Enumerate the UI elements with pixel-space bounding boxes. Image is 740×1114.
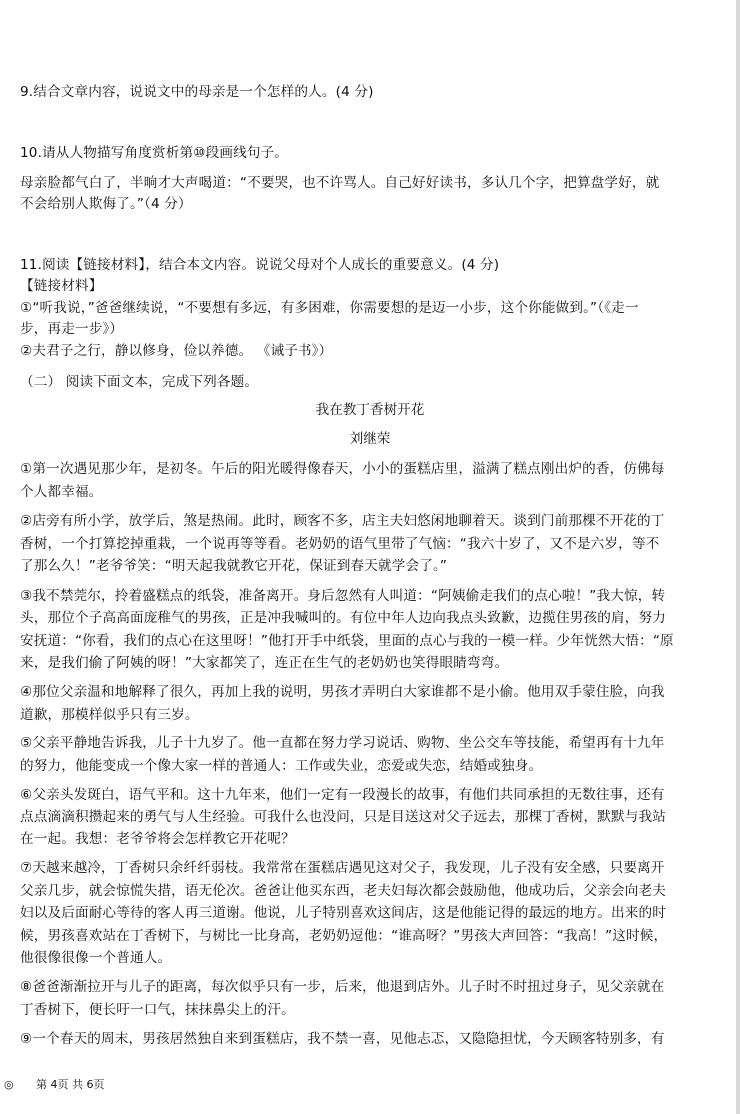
paragraph-8-line-2: 丁香树下，便长吁一口气，抹抹鼻尖上的汗。 — [20, 1002, 295, 1018]
link-material-line-3: ②夫君子之行，静以修身，俭以养德。 《诫子书》） — [20, 343, 333, 359]
link-material-line-1: ①“听我说，”爸爸继续说，“不要想有多远，有多困难，你需要想的是迈一小步，这个你能做到。”（《走一 — [20, 300, 639, 316]
paragraph-8-line-1: ⑧爸爸渐渐拉开与儿子的距离，每次似乎只有一步，后来，他退到店外。儿子时不时扭过身子，见父亲就在 — [20, 979, 665, 995]
paragraph-7-line-1: ⑦天越来越冷，丁香树只余纤纤弱枝。我常常在蛋糕店遇见这对父子，我发现，儿子没有安全感，只要离开 — [20, 860, 665, 876]
paragraph-4-line-1: ④那位父亲温和地解释了很久，再加上我的说明，男孩才弄明白大家谁都不是小偷。他用双手蒙住脸，向我 — [20, 684, 665, 700]
article-author: 刘继荣 — [349, 431, 391, 447]
question-10-quote-line-2: 不会给别人欺侮了。”（4 分） — [20, 196, 192, 212]
paragraph-7-line-5: 他很像很像一个普通人。 — [20, 950, 172, 966]
paragraph-7-line-4: 候，男孩喜欢站在丁香树下，与树比一比身高，老奶奶逗他：“谁高呀？”男孩大声回答：“我高！”这时候， — [20, 928, 668, 944]
paragraph-3-line-4: 来，是我们偷了阿姨的呀！”大家都笑了，连正在生气的老奶奶也笑得眼睛弯弯。 — [20, 655, 509, 671]
article-title: 我在教丁香树开花 — [315, 402, 425, 418]
paragraph-4-line-2: 道歉，那模样似乎只有三岁。 — [20, 707, 199, 723]
footer-mark: ◎ — [4, 1078, 14, 1091]
paragraph-3-line-1: ③我不禁莞尔，拎着盛糕点的纸袋，准备离开。身后忽然有人叫道：“阿姨偷走我们的点心啦！”我大惊，转 — [20, 588, 666, 604]
section-2-instruction: （二） 阅读下面文本，完成下列各题。 — [20, 374, 259, 390]
paragraph-7-line-2: 父亲几步，就会惊慌失措，语无伦次。爸爸让他买东西，老夫妇每次都会鼓励他，他成功后，父亲会向老夫 — [20, 883, 666, 899]
footer-page-number: 第 4页 共 6页 — [36, 1078, 105, 1091]
paragraph-2-line-3: 了那么久！”老爷爷笑：“明天起我就教它开花，保证到春天就学会了。” — [20, 558, 448, 574]
paragraph-3-line-3: 安抚道：“你看，我们的点心在这里呀！”他打开手中纸袋，里面的点心与我的一模一样。少年恍然大悟：“原 — [20, 633, 674, 649]
question-10-quote-line-1: 母亲脸都气白了，半晌才大声喝道：“不要哭，也不许骂人。自己好好读书，多认几个字，把算盘学好，就 — [20, 175, 660, 191]
paragraph-2-line-2: 香树，一个打算挖掉重栽，一个说再等等看。老奶奶的语气里带了气恼：“我六十岁了，又不是六岁，等不 — [20, 536, 660, 552]
paragraph-6-line-2: 点点滴滴积攒起来的勇气与人生经验。可我什么也没问，只是目送这对父子远去，那棵丁香树，默默与我站 — [20, 809, 666, 825]
paragraph-6-line-3: 在一起。我想：老爷爷将会怎样教它开花呢？ — [20, 831, 295, 847]
link-material-heading: 【链接材料】 — [20, 278, 103, 294]
paragraph-5-line-2: 的努力，他能变成一个像大家一样的普通人：工作或失业，恋爱或失恋，结婚或独身。 — [20, 758, 543, 774]
paragraph-2-line-1: ②店旁有所小学，放学后，煞是热闹。此时，顾客不多，店主夫妇悠闲地聊着天。谈到门前那棵不开花的丁 — [20, 513, 665, 529]
question-10: 10.请从人物描写角度赏析第⑩段画线句子。 — [20, 145, 289, 161]
paragraph-5-line-1: ⑤父亲平静地告诉我，儿子十九岁了。他一直都在努力学习说话、购物、坐公交车等技能，希望再有十九年 — [20, 735, 665, 751]
paragraph-7-line-3: 妇以及后面耐心等待的客人再三道谢。他说，儿子特别喜欢这间店，这是他能记得的最远的地方。出来的时 — [20, 905, 666, 921]
link-material-line-2: 步，再走一步》） — [20, 321, 124, 337]
paragraph-9-line-1: ⑨一个春天的周末，男孩居然独自来到蛋糕店，我不禁一喜，见他忐忑，又隐隐担忧，今天顾客特别多，有 — [20, 1031, 665, 1047]
page-edge-shadow — [736, 0, 740, 1114]
paragraph-3-line-2: 头，那位个子高高面庞稚气的男孩，正是冲我喊叫的。有位中年人边向我点头致歉，边揽住男孩的肩，努力 — [20, 610, 666, 626]
paragraph-1-line-2: 个人都幸福。 — [20, 484, 103, 500]
paragraph-1-line-1: ①第一次遇见那少年，是初冬。午后的阳光暖得像春天，小小的蛋糕店里，溢满了糕点刚出炉的香，仿佛每 — [20, 461, 665, 477]
paragraph-6-line-1: ⑥父亲头发斑白，语气平和。这十九年来，他们一定有一段漫长的故事，有他们共同承担的无数往事，还有 — [20, 787, 665, 803]
question-9: 9.结合文章内容，说说文中的母亲是一个怎样的人。(4 分) — [20, 84, 374, 100]
question-11: 11.阅读【链接材料】，结合本文内容。说说父母对个人成长的重要意义。(4 分) — [20, 257, 500, 273]
